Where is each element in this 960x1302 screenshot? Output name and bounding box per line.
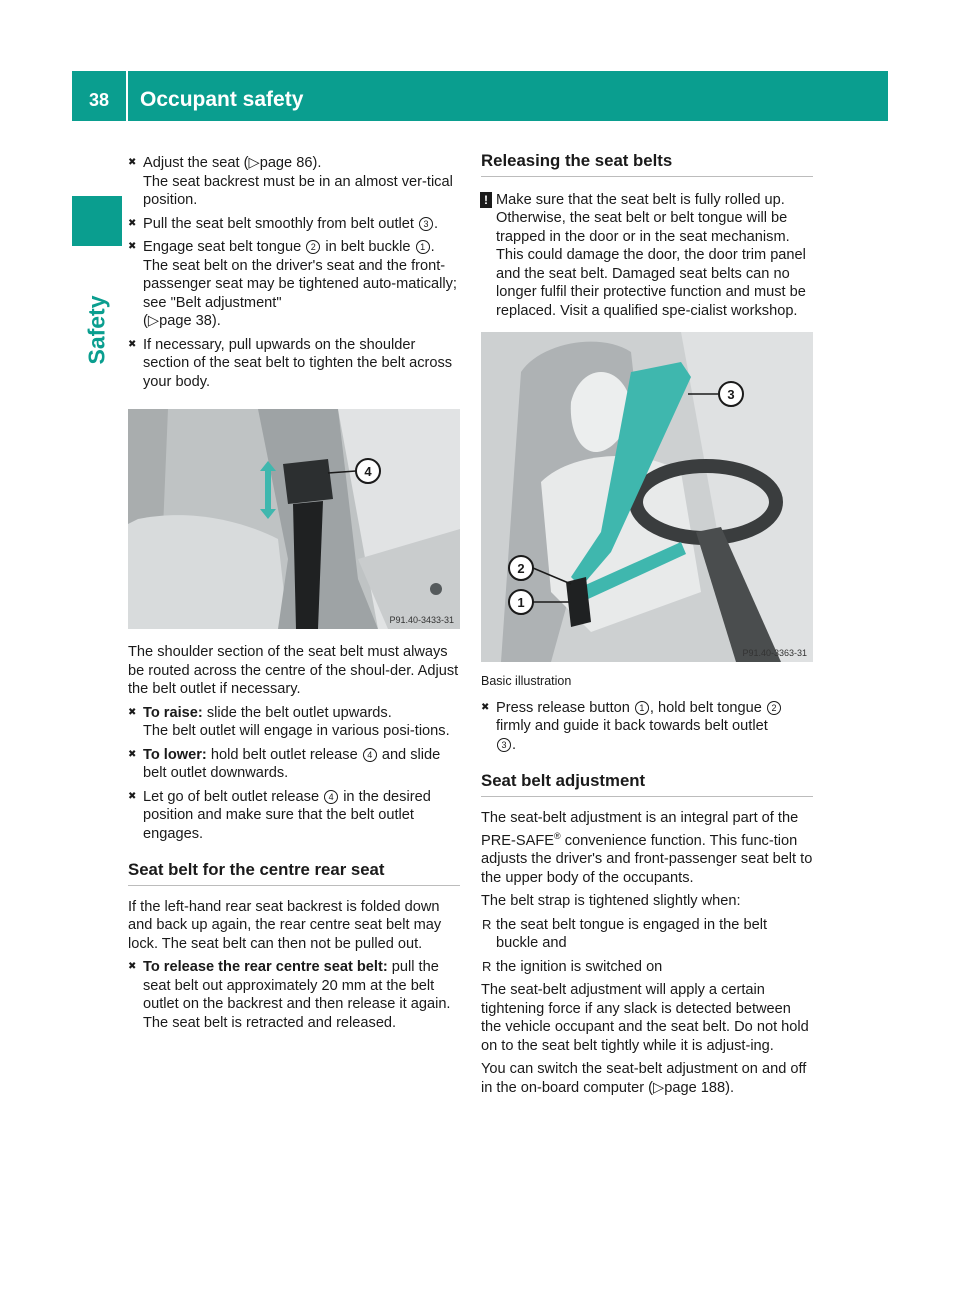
callout-4-icon: 4	[363, 748, 377, 762]
step-arrow-icon: ✖	[128, 706, 137, 718]
paragraph-rear-backrest: If the left-hand rear seat backrest is folded down and back up again, the rear centre seat belt may lock. The seat belt can then not be pulled out.	[128, 898, 442, 952]
step-arrow-icon: ✖	[128, 338, 137, 350]
paragraph-tightened-when: The belt strap is tightened slightly when:	[481, 893, 741, 910]
header-divider	[126, 71, 128, 121]
step-arrow-icon: ✖	[128, 961, 137, 972]
figure-code: P91.40-3363-31	[742, 648, 807, 658]
page-ref-link[interactable]: page 86	[259, 155, 313, 171]
callout-2-label: 2	[517, 561, 525, 576]
paragraph-tightening-force: The seat-belt adjustment will apply a certain tightening force if any slack is detected between the vehicle occupant and the seat belt. Do not hold on to the seat belt tightly while it is adjust-ing.	[481, 982, 809, 1054]
heading-releasing-belts: Releasing the seat belts	[481, 152, 813, 177]
step-let-go: ✖ Let go of belt outlet release 4 in the desired position and make sure that the belt outlet engages.	[128, 788, 431, 842]
page-ref-arrow-icon: ▷	[147, 313, 160, 329]
step-to-lower: ✖ To lower: hold belt outlet release 4 and slide belt outlet downwards.	[128, 746, 441, 781]
driver-belt-illustration	[481, 332, 813, 662]
page-ref-arrow-icon: ▷	[652, 1079, 665, 1096]
paragraph-pre-safe: The seat-belt adjustment is an integral part of the PRE-SAFE® convenience function. This func-tion adjusts the driver's and front-passenger seat belt to the upper body of the occupants.	[481, 809, 813, 886]
callout-3-icon: 3	[497, 738, 511, 752]
step-arrow-icon: ✖	[128, 790, 137, 802]
callout-3-icon: 3	[419, 217, 433, 231]
callout-4-label: 4	[364, 464, 372, 479]
figure-caption: Basic illustration	[481, 674, 572, 688]
belt-outlet-illustration	[128, 409, 460, 629]
step-pull-belt: ✖ Pull the seat belt smoothly from belt outlet 3 .	[128, 215, 439, 232]
left-column	[128, 154, 460, 1037]
driver-belt-svg	[481, 332, 813, 662]
callout-1-label: 1	[517, 595, 525, 610]
page-ref-arrow-icon: ▷	[248, 155, 260, 171]
bullet-icon: R	[482, 916, 492, 932]
step-release-rear-belt: ✖ To release the rear centre seat belt: pull the seat belt out approximately 20 mm at the belt outlet on the backrest and then release it again. The seat belt is retracted and released.	[128, 959, 451, 1031]
callout-1-icon: 1	[635, 701, 649, 715]
paragraph-shoulder-section: The shoulder section of the seat belt must always be routed across the centre of the shoul-der. Adjust the belt outlet if necessary.	[128, 644, 459, 697]
step-arrow-icon: ✖	[128, 157, 137, 168]
callout-4-icon: 4	[324, 790, 338, 804]
warning-notice: ! Make sure that the seat belt is fully rolled up. Otherwise, the seat belt or belt tongue will be trapped in the door or in the seat mechanism. This could damage the door, the door trim panel and the seat belt. Damaged seat belts can no longer fulfil their protective function and must be replaced. Visit a qualified spe-cialist workshop.	[481, 191, 813, 321]
callout-3-label: 3	[727, 387, 735, 402]
heading-belt-adjustment: Seat belt adjustment	[481, 772, 813, 797]
bullet-item: R the ignition is switched on	[482, 958, 663, 975]
step-press-release: ✖ Press release button 1 , hold belt tongue 2 firmly and guide it back towards belt outlet 3 .	[481, 699, 813, 755]
callout-1-icon: 1	[416, 240, 430, 254]
callout-2-icon: 2	[767, 701, 781, 715]
step-arrow-icon: ✖	[128, 217, 137, 229]
heading-centre-rear-seat: Seat belt for the centre rear seat	[128, 861, 460, 886]
page-number: 38	[88, 90, 110, 110]
step-engage-tongue: ✖ Engage seat belt tongue 2 in belt buckle 1 . The seat belt on the driver's seat and the front-passenger seat may be tightened auto-matically; see "Belt adjustment" (▷page 38).	[128, 239, 457, 329]
bullet-icon: R	[482, 958, 492, 974]
step-arrow-icon: ✖	[481, 701, 490, 713]
page-ref-link[interactable]: page 38	[159, 313, 212, 329]
step-to-raise: ✖ To raise: slide the belt outlet upwards. The belt outlet will engage in various posi-tions.	[128, 704, 450, 739]
step-pull-shoulder: ✖ If necessary, pull upwards on the shoulder section of the seat belt to tighten the belt across your body.	[128, 336, 453, 390]
side-tab-block	[72, 196, 122, 246]
warning-icon: !	[480, 192, 492, 208]
paragraph-on-board-computer: You can switch the seat-belt adjustment on and off in the on-board computer (▷page 188).	[481, 1061, 807, 1096]
belt-outlet-svg	[128, 409, 460, 629]
bullet-item: R the seat belt tongue is engaged in the belt buckle and	[482, 916, 768, 952]
page-title: Occupant safety	[140, 88, 304, 111]
step-arrow-icon: ✖	[128, 748, 137, 760]
figure-code: P91.40-3433-31	[389, 615, 454, 625]
side-tab-label: Safety	[83, 295, 110, 365]
callout-2-icon: 2	[306, 240, 320, 254]
step-adjust-seat: ✖ Adjust the seat (▷page 86). The seat backrest must be in an almost ver-tical position.	[128, 155, 453, 208]
page-ref-link[interactable]: page 188	[664, 1079, 726, 1096]
step-arrow-icon: ✖	[128, 241, 137, 252]
right-column	[481, 152, 813, 1102]
